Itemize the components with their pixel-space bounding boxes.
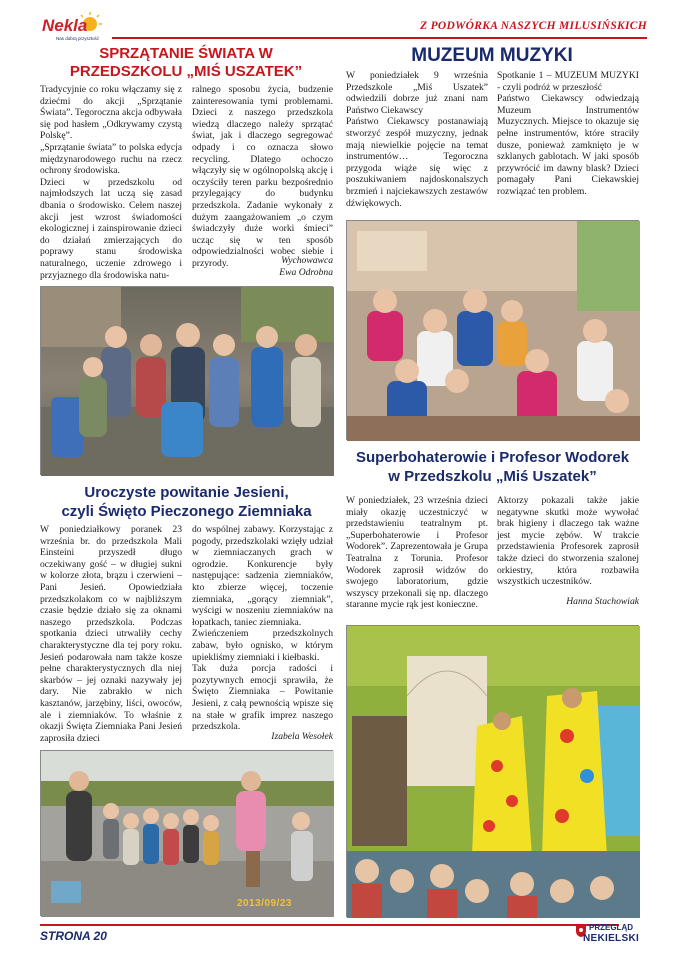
section-title: Z PODWÓRKA NASZYCH MILUSIŃSKICH <box>420 20 647 32</box>
article3-title-line1: Uroczyste powitanie Jesieni, <box>84 484 289 501</box>
article1-title-line1: SPRZĄTANIE ŚWIATA W <box>99 45 273 62</box>
article2-col1: W poniedziałek 9 września Przedszkole „Miś Uszatek” odwiedzili dobrze już znani nam Państwo Ciekawscy Państwo Ciekawscy postanawiają stworzyć zespół muzyczny, jednak mają niewielkie pojęcie na temat instrumentów… Tegoroczna przygoda wiąże się więc z poszukiwaniem najdoskonalszych brzmień i najciekawszych zestawów dźwiękowych. <box>346 70 488 209</box>
article4-title-line1: Superbohaterowie i Profesor Wodorek <box>355 449 630 466</box>
article2-col2: Spotkanie 1 – MUZEUM MUZYKI - czyli podróż w przeszłość Państwo Ciekawscy odwiedzają Muzeum Instrumentów Muzycznych. Miejsce to okazuje się pełne instrumentów, które straciły dusze, ponieważ zamknięto je w szklanych gablotach. W jaki sposób przywrócić im dawny blask? Dzieci pomagały Pani Ciekawskiej rozwiązać ten problem. <box>497 70 639 197</box>
article1-title-line2: PRZEDSZKOLU „MIŚ USZATEK” <box>69 63 303 80</box>
article3-col2: do wspólnej zabawy. Korzystając z pogody, przedszkolaki wzięły udział w ziemniaczanych grach w ogrodzie. Konkurencje były następujące: sadzenia ziemniaków, kto zbierze więcej, toczenie ziemniaka, „gorący ziemniak”, wyścigi w noszeniu ziemniaków na łopatkach, taniec ziemniaka. Zwieńczeniem przedszkolnych zabaw, było ognisko, w którym upiekliśmy ziemniaki i kiełbaski. Tak duża porcja radości i pozytywnych emocji sprawiła, że Święto Ziemniaka – Powitanie Jesieni, z całą pewnością wpisze się na stałe w grafik imprez naszego przedszkola. <box>192 524 333 733</box>
article3-title <box>40 483 333 521</box>
article3-sign-name: Izabela Wesołek <box>271 731 333 742</box>
article3-title-line2: czyli Święto Pieczonego Ziemniaka <box>61 503 312 520</box>
article1-col1: Tradycyjnie co roku włączamy się z dziećmi do akcji „Sprzątanie Świata”. Tegoroczna akcja odbywała się pod hasłem „Odkrywamy czystą Polskę”. „Sprzątanie świata” to polska edycja międzynarodowego ruchu na rzecz ochrony środowiska. Dzieci w przedszkolu od najmłodszych lat uczą się zasad dbania o środowisko. Celem naszej akcji jest wzrost świadomości ekologicznej i zainspirowanie dzieci do działań zmierzających do poprawy stanu środowiska naturalnego, uczenie zdrowego i przyjaznego dla środowiska natu- <box>40 84 182 281</box>
article3-col1: W poniedziałkowy poranek 23 września br. do przedszkola Mali Einsteini przyszedł długo oczekiwany gość – w długiej sukni w kolorze złota, brązu i czerwieni – Pani Jesień. Opowiedziała przedszkolakom co w najbliższym czasie będzie działo się za oknami naszego przedszkola. Podczas spotkania dzieci utrwaliły cechy charakterystyczne dla tej pory roku. Jesień podarowała nam także kosze pełne charakterystycznych dla niej skarbów – jej oznaki nazywały jej dary. Nie zabrakło w nich kasztanów, jarzębiny, liści, owoców, ale i ziemniaków. To właśnie z okazji Święta Ziemniaka Pani Jesień zaprosiła dzieci <box>40 524 182 744</box>
footer-brand <box>575 922 639 948</box>
article1-sign-role: Wychowawca <box>281 255 333 266</box>
article4-sign-name: Hanna Stachowiak <box>566 596 639 607</box>
article4-col1: W poniedziałek, 23 września dzieci miały okazję uczestniczyć w przedstawieniu teatralnym pt. „Superbohaterowie i Profesor Wodorek”. Zaprezentowała je Grupa Teatralna z Torunia. Profesor Wodorek zaprosił widzów do swojego laboratorium, gdzie wszyscy przekonali się np. dlaczego staranne mycie rąk jest konieczne. <box>346 495 488 611</box>
photo-music-class <box>346 220 639 440</box>
page-number: STRONA 20 <box>40 929 107 943</box>
article1-col2: ralnego sposobu życia, budzenie zainteresowania tymi problemami. Dzieci z naszego przedszkola wiedzą dlaczego należy sprzątać świat, jak i dlaczego segregować odpady i co oznacza słowo recycling. Dlatego ochoczo włączyły się w ogólnopolską akcję i oczyściły teren parku bezpośrednio przylegający do budynku przedszkola. Zadanie wykonały z dużym zaangażowaniem „o czym świadczyły duże worki śmieci” ucząc się w ten sposób odpowiedzialności wobec siebie i przyrody. <box>192 84 333 269</box>
article1-title <box>40 45 332 81</box>
article4-title-line2: w Przedszkolu „Miś Uszatek” <box>388 468 597 485</box>
footer-rule <box>40 924 619 926</box>
logo-tagline: Nas dobrą przyszłość <box>56 36 100 41</box>
logo-text: Nekla <box>42 16 88 35</box>
article4-col2: Aktorzy pokazali także jakie negatywne skutki może wywołać brak higieny i dlaczego tak ważne jest mycie zębów. W trakcie przedstawienia Profesorek zaprosił także dzieci do stworzenia szalonej orkiestry, która rozbawiła wszystkich uczestników. <box>497 495 639 588</box>
photo-superheroes-show <box>346 625 639 917</box>
brand-line2: NEKIELSKI <box>583 933 640 944</box>
article2-title: MUZEUM MUZYKI <box>411 45 573 66</box>
article1-sign-name: Ewa Odrobna <box>279 267 333 278</box>
brand-line1: PRZEGLĄD <box>589 923 633 932</box>
photo-cleaning-kids <box>40 286 333 475</box>
header-rule <box>112 37 647 39</box>
article4-title <box>346 448 639 486</box>
photo-playground <box>40 750 333 916</box>
logo <box>40 10 108 46</box>
photo3-date-stamp: 2013/09/23 <box>236 898 292 909</box>
